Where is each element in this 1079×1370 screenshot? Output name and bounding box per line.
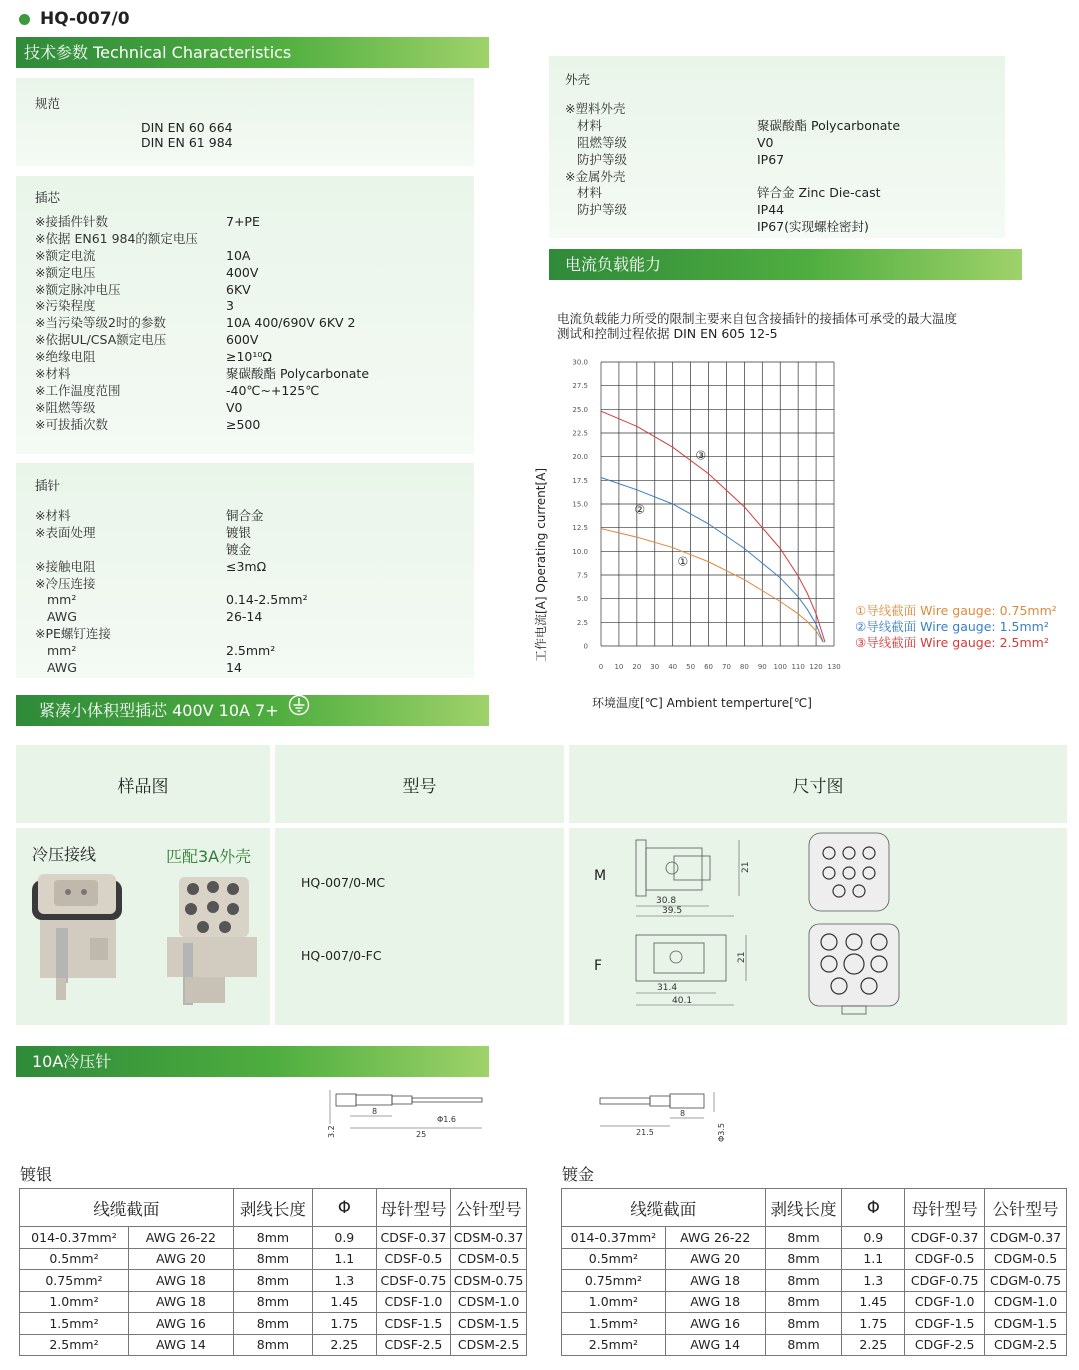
- series-line: [601, 529, 823, 643]
- table-row: [562, 1227, 1067, 1249]
- dim-label: 31.4: [657, 983, 678, 993]
- table-row: [562, 1334, 1067, 1356]
- y-tick-label: 5.0: [576, 595, 588, 604]
- table-cell: 0.9: [313, 1227, 377, 1249]
- spec-row-label: 防护等级: [577, 202, 628, 218]
- table-cell: 1.0mm²: [562, 1291, 666, 1313]
- table-row: [20, 1334, 527, 1356]
- spec-row-label: ※额定脉冲电压: [35, 281, 121, 297]
- table-row: [20, 1270, 527, 1292]
- spec-row: [35, 282, 465, 299]
- table-cell: AWG 18: [128, 1270, 233, 1292]
- spec-row-label: ※表面处理: [35, 524, 96, 540]
- table-cell: CDGF-1.0: [905, 1291, 985, 1313]
- table-cell: 1.75: [313, 1313, 377, 1335]
- ground-icon: [288, 694, 310, 726]
- spec-row: [35, 298, 465, 315]
- table-cell: CDSM-0.75: [451, 1270, 527, 1292]
- compact-section-bar: [16, 695, 489, 726]
- tech-section-bar: 技术参数 Technical Characteristics: [16, 37, 489, 68]
- spec-title: 规范: [35, 96, 61, 111]
- dims-m-label: M: [594, 868, 607, 884]
- table-cell: 8mm: [765, 1334, 842, 1356]
- male-pin-drawing: [322, 1080, 497, 1150]
- pin-panel: [16, 463, 474, 678]
- y-tick-label: 15.0: [572, 500, 588, 509]
- spec-row-label: ※材料: [35, 508, 71, 523]
- y-tick-label: 27.5: [572, 382, 588, 391]
- pins-section-bar: 10A冷压针: [16, 1046, 489, 1077]
- spec-row-label: ※可拔插次数: [35, 416, 108, 432]
- spec-row-value: 10A 400/690V 6KV 2: [226, 315, 356, 331]
- current-section-bar: 电流负载能力: [549, 249, 1022, 280]
- x-tick-label: 70: [722, 663, 731, 671]
- x-tick-label: 20: [632, 663, 642, 671]
- pin-rows: [35, 508, 465, 677]
- spec-row: [35, 508, 465, 525]
- y-tick-label: 2.5: [576, 618, 588, 627]
- spec-row-value: 7+PE: [226, 214, 260, 229]
- legend-entry: ①导线截面 Wire gauge: 0.75mm²: [855, 603, 1057, 618]
- current-chart: [528, 350, 1078, 720]
- table-cell: 014-0.37mm²: [20, 1227, 129, 1249]
- spec-row: [35, 592, 465, 609]
- legend-entry: ③导线截面 Wire gauge: 2.5mm²: [855, 635, 1049, 650]
- table-row: [20, 1248, 527, 1270]
- spec-row-label: ※依据 EN61 984的额定电压: [35, 230, 198, 246]
- series-marker: ①: [677, 554, 689, 569]
- spec-row-value: ≥10¹⁰Ω: [226, 349, 272, 365]
- table-cell: CDGM-0.37: [985, 1227, 1067, 1249]
- col-header-male: 公针型号: [985, 1189, 1067, 1227]
- table-cell: 2.5mm²: [562, 1334, 666, 1356]
- spec-row-value: IP44: [757, 202, 785, 218]
- table-cell: AWG 20: [128, 1248, 233, 1270]
- table-cell: CDSM-0.5: [451, 1248, 527, 1270]
- table-cell: CDGM-0.5: [985, 1248, 1067, 1270]
- table-cell: 1.5mm²: [562, 1313, 666, 1335]
- spec-row: [35, 542, 465, 559]
- pin-dim: Φ3.5: [717, 1122, 726, 1142]
- table-cell: 0.9: [842, 1227, 905, 1249]
- title-bullet-icon: [19, 14, 30, 25]
- spec-row-value: IP67: [757, 151, 785, 167]
- x-tick-label: 60: [704, 663, 713, 671]
- dims-m-side-drawing: [624, 828, 754, 923]
- spec-row: [35, 231, 465, 248]
- table-cell: CDGF-2.5: [905, 1334, 985, 1356]
- spec-row-label: mm²: [47, 643, 77, 659]
- x-tick-label: 30: [650, 663, 660, 671]
- y-tick-label: 10.0: [572, 547, 588, 556]
- table-row: [562, 1313, 1067, 1335]
- spec-row-value: 26-14: [226, 609, 263, 625]
- x-tick-label: 100: [773, 663, 787, 671]
- silver-table: [19, 1188, 527, 1356]
- samples-model-cell: [275, 828, 564, 1025]
- spec-row: [565, 101, 995, 118]
- spec-row-value: ≤3mΩ: [226, 558, 267, 574]
- spec-row-value: 0.14-2.5mm²: [226, 592, 308, 608]
- spec-row-value: 400V: [226, 264, 259, 280]
- table-cell: CDGM-0.75: [985, 1270, 1067, 1292]
- spec-row: [35, 576, 465, 593]
- table-row: [562, 1248, 1067, 1270]
- table-cell: 2.25: [842, 1334, 905, 1356]
- spec-line: DIN EN 60 664: [141, 120, 233, 135]
- spec-row-label: ※额定电压: [35, 264, 96, 280]
- spec-panel: [16, 78, 474, 166]
- spec-row: [35, 214, 465, 231]
- spec-row: [35, 626, 465, 643]
- spec-row-value: -40℃~+125℃: [226, 382, 320, 398]
- table-cell: CDSF-0.37: [376, 1227, 451, 1249]
- spec-row-label: 材料: [577, 117, 603, 133]
- pin-title: 插针: [35, 478, 61, 493]
- table-cell: CDGM-1.5: [985, 1313, 1067, 1335]
- spec-row: [565, 152, 995, 169]
- samples-header-dims: 尺寸图: [569, 745, 1067, 823]
- table-cell: 8mm: [765, 1291, 842, 1313]
- table-row: [562, 1270, 1067, 1292]
- x-tick-label: 110: [791, 663, 805, 671]
- col-header-gauge: 线缆截面: [20, 1189, 234, 1227]
- spec-row: [35, 315, 465, 332]
- spec-row-value: 6KV: [226, 281, 251, 297]
- table-cell: CDGM-1.0: [985, 1291, 1067, 1313]
- table-cell: CDGF-0.37: [905, 1227, 985, 1249]
- spec-row-label: 阻燃等级: [577, 134, 628, 150]
- spec-row: [35, 332, 465, 349]
- table-cell: 8mm: [233, 1248, 312, 1270]
- table-cell: 1.45: [842, 1291, 905, 1313]
- table-cell: AWG 14: [128, 1334, 233, 1356]
- insert-title: 插芯: [35, 190, 61, 205]
- spec-row-value: 聚碳酸酯 Polycarbonate: [226, 366, 370, 382]
- table-cell: CDSF-1.5: [376, 1313, 451, 1335]
- table-cell: 8mm: [765, 1227, 842, 1249]
- y-tick-label: 20.0: [572, 453, 588, 462]
- samples-dims-cell: [569, 828, 1067, 1025]
- table-cell: 0.75mm²: [20, 1270, 129, 1292]
- insert-rows: [35, 214, 465, 434]
- pin-dim: 21.5: [636, 1128, 654, 1137]
- spec-row-value: 镀金: [226, 541, 252, 557]
- samples-image-cell: [16, 828, 270, 1025]
- spec-row: [565, 219, 995, 236]
- compact-section-label: 紧凑小体积型插芯 400V 10A 7+: [39, 701, 279, 720]
- spec-row: [565, 202, 995, 219]
- dims-f-side-drawing: [624, 923, 754, 1018]
- spec-row-label: 材料: [577, 185, 603, 201]
- current-desc: 电流负载能力所受的限制主要来自包含接插针的接插体可承受的最大温度: [557, 311, 958, 326]
- housing-rows: [565, 101, 995, 236]
- x-tick-label: 90: [757, 663, 767, 671]
- spec-row-value: V0: [757, 134, 774, 150]
- spec-row: [35, 525, 465, 542]
- spec-row-label: AWG: [47, 660, 77, 676]
- table-cell: 1.5mm²: [20, 1313, 129, 1335]
- female-pin-drawing: [590, 1082, 740, 1152]
- table-cell: 1.1: [842, 1248, 905, 1270]
- pin-dim: 3.2: [327, 1125, 336, 1138]
- x-tick-label: 0: [598, 663, 604, 671]
- model-fc: HQ-007/0-FC: [301, 948, 382, 963]
- table-cell: CDSF-0.75: [376, 1270, 451, 1292]
- table-row: [562, 1291, 1067, 1313]
- legend-entry: ②导线截面 Wire gauge: 1.5mm²: [855, 619, 1049, 634]
- spec-row-value: 2.5mm²: [226, 643, 276, 659]
- spec-row-label: ※材料: [35, 366, 71, 382]
- col-header-female: 母针型号: [376, 1189, 451, 1227]
- spec-row-value: V0: [226, 399, 243, 415]
- spec-row: [35, 366, 465, 383]
- gold-table-title: 镀金: [562, 1165, 595, 1184]
- table-row: [20, 1313, 527, 1335]
- spec-row-label: ※冷压连接: [35, 575, 96, 591]
- samples-table: [16, 745, 1067, 1025]
- spec-row-label: ※金属外壳: [565, 168, 626, 184]
- table-cell: 8mm: [233, 1334, 312, 1356]
- spec-row-label: ※工作温度范围: [35, 382, 121, 398]
- table-row: [20, 1227, 527, 1249]
- spec-row-value: 600V: [226, 332, 259, 348]
- spec-row-label: 防护等级: [577, 151, 628, 167]
- table-cell: AWG 16: [665, 1313, 765, 1335]
- samples-header-image: 样品图: [16, 745, 270, 823]
- spec-row-label: ※塑料外壳: [565, 101, 626, 116]
- pin-dim: 8: [680, 1109, 686, 1118]
- table-cell: 8mm: [765, 1248, 842, 1270]
- spec-row-label: mm²: [47, 592, 77, 608]
- spec-row: [35, 643, 465, 660]
- col-header-phi: Φ: [313, 1189, 377, 1227]
- spec-row: [35, 383, 465, 400]
- spec-row: [35, 559, 465, 576]
- col-header-female: 母针型号: [905, 1189, 985, 1227]
- spec-row-label: ※接触电阻: [35, 558, 96, 574]
- table-cell: 8mm: [765, 1313, 842, 1335]
- spec-row-label: ※绝缘电阻: [35, 349, 96, 365]
- col-header-male: 公针型号: [451, 1189, 527, 1227]
- spec-row: [35, 400, 465, 417]
- spec-row-label: ※额定电流: [35, 247, 96, 263]
- table-cell: CDSF-2.5: [376, 1334, 451, 1356]
- table-cell: AWG 26-22: [665, 1227, 765, 1249]
- series-marker: ③: [695, 448, 707, 463]
- table-cell: CDSF-0.5: [376, 1248, 451, 1270]
- spec-row: [565, 118, 995, 135]
- table-cell: 2.25: [313, 1334, 377, 1356]
- table-cell: 1.0mm²: [20, 1291, 129, 1313]
- table-cell: 8mm: [233, 1270, 312, 1292]
- table-cell: 0.75mm²: [562, 1270, 666, 1292]
- spec-row-value: 聚碳酸酯 Polycarbonate: [757, 117, 901, 133]
- table-cell: CDSM-1.5: [451, 1313, 527, 1335]
- spec-row: [35, 265, 465, 282]
- page-title: HQ-007/0: [40, 9, 130, 29]
- model-mc: HQ-007/0-MC: [301, 875, 386, 890]
- y-tick-label: 17.5: [572, 476, 588, 485]
- current-desc: 测试和控制过程依据 DIN EN 605 12-5: [557, 326, 778, 341]
- table-cell: AWG 26-22: [128, 1227, 233, 1249]
- x-tick-label: 10: [614, 663, 624, 671]
- match-label: 匹配3A外壳: [166, 847, 252, 866]
- housing-title: 外壳: [565, 72, 591, 87]
- table-cell: AWG 18: [128, 1291, 233, 1313]
- chart-ylabel: 工作电流[A] Operating current[A]: [534, 467, 548, 662]
- table-cell: AWG 18: [665, 1270, 765, 1292]
- table-cell: 1.75: [842, 1313, 905, 1335]
- y-tick-label: 7.5: [576, 571, 588, 580]
- spec-row: [35, 609, 465, 626]
- gold-table: [561, 1188, 1067, 1356]
- dims-f-label: F: [594, 958, 603, 974]
- table-cell: CDSM-0.37: [451, 1227, 527, 1249]
- y-tick-label: 30.0: [572, 358, 588, 367]
- table-cell: CDSF-1.0: [376, 1291, 451, 1313]
- table-cell: 0.5mm²: [20, 1248, 129, 1270]
- table-cell: 8mm: [765, 1270, 842, 1292]
- table-cell: 8mm: [233, 1313, 312, 1335]
- male-insert-photo: [26, 868, 131, 1018]
- table-cell: CDGF-0.5: [905, 1248, 985, 1270]
- spec-row-value: 10A: [226, 247, 251, 263]
- table-cell: 8mm: [233, 1291, 312, 1313]
- spec-row-label: ※PE螺钉连接: [35, 626, 111, 642]
- dim-label: 21: [737, 951, 747, 963]
- table-cell: CDSM-2.5: [451, 1334, 527, 1356]
- spec-row: [35, 417, 465, 434]
- x-tick-label: 130: [827, 663, 841, 671]
- spec-row-value: ≥500: [226, 416, 261, 432]
- table-cell: 1.3: [842, 1270, 905, 1292]
- table-cell: 0.5mm²: [562, 1248, 666, 1270]
- y-tick-label: 12.5: [572, 524, 588, 533]
- spec-row-value: 3: [226, 298, 234, 314]
- table-cell: AWG 20: [665, 1248, 765, 1270]
- spec-row-value: 镀银: [226, 524, 252, 540]
- spec-row-value: 锌合金 Zinc Die-cast: [757, 185, 881, 201]
- x-tick-label: 120: [809, 663, 823, 671]
- spec-row: [565, 169, 995, 186]
- pin-dim: Φ1.6: [437, 1115, 457, 1124]
- spec-line: DIN EN 61 984: [141, 135, 233, 150]
- table-cell: CDSM-1.0: [451, 1291, 527, 1313]
- dim-label: 40.1: [672, 996, 693, 1006]
- spec-row-label: ※依据UL/CSA额定电压: [35, 332, 167, 348]
- spec-row: [35, 248, 465, 265]
- table-cell: 014-0.37mm²: [562, 1227, 666, 1249]
- pin-dim: 25: [416, 1130, 427, 1139]
- table-cell: AWG 14: [665, 1334, 765, 1356]
- table-row: [20, 1291, 527, 1313]
- chart-xlabel: 环境温度[℃] Ambient temperture[℃]: [592, 696, 812, 710]
- female-insert-photo: [161, 873, 266, 1023]
- spec-row-label: AWG: [47, 609, 77, 625]
- table-cell: CDGF-1.5: [905, 1313, 985, 1335]
- spec-row-value: 铜合金: [226, 508, 264, 523]
- spec-row: [565, 185, 995, 202]
- x-tick-label: 50: [686, 663, 696, 671]
- col-header-strip: 剥线长度: [233, 1189, 312, 1227]
- y-tick-label: 22.5: [572, 429, 588, 438]
- spec-row-value: 14: [226, 660, 242, 676]
- table-cell: AWG 18: [665, 1291, 765, 1313]
- spec-row-label: ※阻燃等级: [35, 399, 96, 415]
- x-tick-label: 80: [739, 663, 749, 671]
- table-cell: 8mm: [233, 1227, 312, 1249]
- table-cell: 1.45: [313, 1291, 377, 1313]
- col-header-gauge: 线缆截面: [562, 1189, 766, 1227]
- dims-f-front-drawing: [804, 920, 904, 1020]
- table-cell: AWG 16: [128, 1313, 233, 1335]
- table-cell: 1.1: [313, 1248, 377, 1270]
- x-tick-label: 40: [668, 663, 678, 671]
- dim-label: 21: [741, 861, 751, 873]
- dim-label: 39.5: [662, 906, 683, 916]
- table-cell: 1.3: [313, 1270, 377, 1292]
- spec-row-label: ※当污染等级2时的参数: [35, 315, 166, 331]
- silver-table-title: 镀银: [20, 1165, 53, 1184]
- dims-m-front-drawing: [804, 828, 894, 918]
- col-header-phi: Φ: [842, 1189, 905, 1227]
- housing-panel: [549, 56, 1005, 238]
- samples-header-model: 型号: [275, 745, 564, 823]
- spec-row: [565, 135, 995, 152]
- insert-panel: [16, 176, 474, 454]
- y-tick-label: 25.0: [572, 405, 588, 414]
- spec-row-label: ※接插件针数: [35, 214, 108, 229]
- col-header-strip: 剥线长度: [765, 1189, 842, 1227]
- table-cell: CDGF-0.75: [905, 1270, 985, 1292]
- crimp-label: 冷压接线: [32, 845, 97, 864]
- spec-row-value: IP67(实现螺栓密封): [757, 219, 869, 235]
- series-marker: ②: [634, 502, 646, 517]
- dim-label: 30.8: [656, 896, 677, 906]
- table-cell: CDGM-2.5: [985, 1334, 1067, 1356]
- spec-row-label: ※污染程度: [35, 298, 96, 314]
- pin-dim: 8: [372, 1107, 378, 1116]
- y-tick-label: 0: [583, 642, 588, 651]
- spec-row: [35, 349, 465, 366]
- spec-row: [35, 660, 465, 677]
- table-cell: 2.5mm²: [20, 1334, 129, 1356]
